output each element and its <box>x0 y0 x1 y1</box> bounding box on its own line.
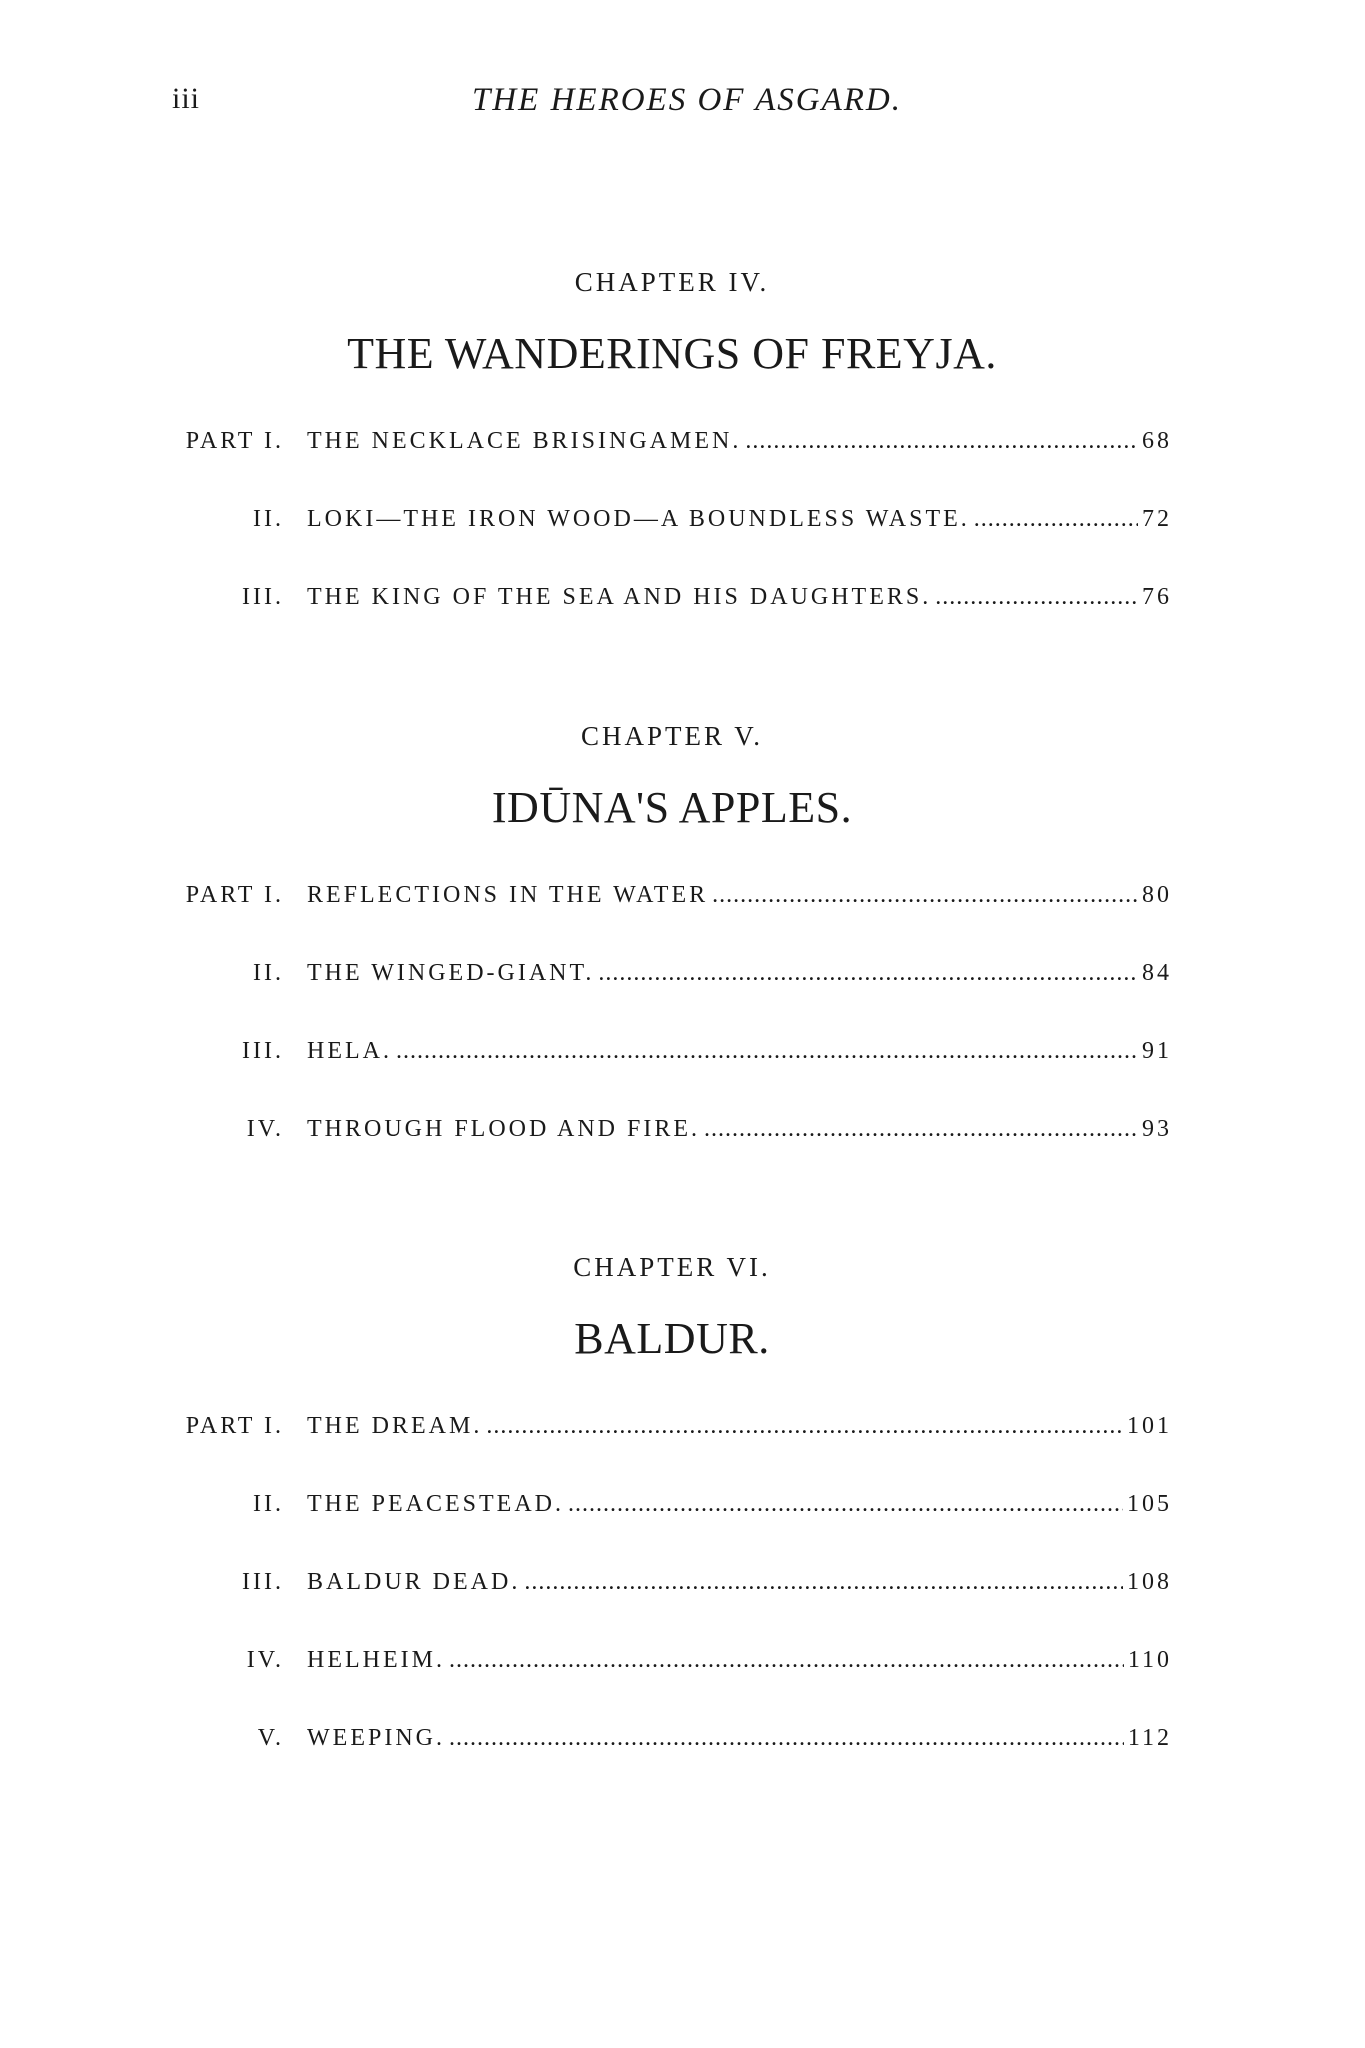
chapter-v <box>172 716 1172 1168</box>
toc-entry[interactable] <box>172 402 1172 480</box>
part-page-number: 110 <box>1127 1647 1172 1673</box>
part-number: II. <box>253 960 284 986</box>
chapter-vi <box>172 1247 1172 1777</box>
chapter-iv <box>172 262 1172 636</box>
toc-entry[interactable] <box>172 1621 1172 1699</box>
part-page-number: 72 <box>1142 506 1172 532</box>
part-number: PART I. <box>185 882 284 908</box>
dot-leader <box>486 1387 1123 1465</box>
dot-leader <box>396 1012 1138 1090</box>
part-title: REFLECTIONS IN THE WATER <box>307 882 709 908</box>
part-number: III. <box>242 1038 284 1064</box>
parts-list <box>172 856 1172 1168</box>
dot-leader <box>745 402 1138 480</box>
part-title: THE PEACESTEAD. <box>307 1491 564 1517</box>
dot-leader <box>598 934 1138 1012</box>
part-title: LOKI—THE IRON WOOD—A BOUNDLESS WASTE. <box>307 506 970 532</box>
part-page-number: 84 <box>1142 960 1172 986</box>
part-title: WEEPING. <box>307 1725 445 1751</box>
running-header <box>172 82 1172 122</box>
dot-leader <box>449 1699 1124 1777</box>
toc-entry[interactable] <box>172 1387 1172 1465</box>
toc-entry[interactable] <box>172 1543 1172 1621</box>
parts-list <box>172 1387 1172 1777</box>
dot-leader <box>568 1465 1123 1543</box>
part-page-number: 112 <box>1127 1725 1172 1751</box>
toc-entry[interactable] <box>172 558 1172 636</box>
toc-entry[interactable] <box>172 934 1172 1012</box>
part-title: BALDUR DEAD. <box>307 1569 521 1595</box>
part-title: THE NECKLACE BRISINGAMEN. <box>307 428 742 454</box>
part-page-number: 108 <box>1127 1569 1172 1595</box>
part-number: II. <box>253 1491 284 1517</box>
part-page-number: 105 <box>1127 1491 1172 1517</box>
part-page-number: 91 <box>1142 1038 1172 1064</box>
part-number: PART I. <box>185 1413 284 1439</box>
part-number: IV. <box>246 1116 284 1142</box>
part-number: III. <box>242 1569 284 1595</box>
part-page-number: 101 <box>1127 1413 1172 1439</box>
toc-entry[interactable] <box>172 856 1172 934</box>
part-page-number: 68 <box>1142 428 1172 454</box>
part-number: IV. <box>246 1647 284 1673</box>
toc-entry[interactable] <box>172 1090 1172 1168</box>
part-number: V. <box>257 1725 284 1751</box>
page-number: iii <box>172 82 201 115</box>
chapter-title: BALDUR. <box>574 1314 770 1363</box>
chapter-title: THE WANDERINGS OF FREYJA. <box>347 329 997 378</box>
dot-leader <box>524 1543 1123 1621</box>
chapter-title: IDŪNA'S APPLES. <box>491 783 853 832</box>
toc-entry[interactable] <box>172 1012 1172 1090</box>
parts-list <box>172 402 1172 636</box>
dot-leader <box>704 1090 1138 1168</box>
running-title: THE HEROES OF ASGARD. <box>471 82 902 118</box>
chapter-label: CHAPTER V. <box>580 721 764 751</box>
dot-leader <box>449 1621 1124 1699</box>
dot-leader <box>974 480 1138 558</box>
toc-entry[interactable] <box>172 480 1172 558</box>
part-page-number: 93 <box>1142 1116 1172 1142</box>
part-page-number: 80 <box>1142 882 1172 908</box>
part-title: HELHEIM. <box>307 1647 445 1673</box>
part-number: PART I. <box>185 428 284 454</box>
part-title: THROUGH FLOOD AND FIRE. <box>307 1116 701 1142</box>
part-number: III. <box>242 584 284 610</box>
part-number: II. <box>253 506 284 532</box>
toc-entry[interactable] <box>172 1699 1172 1777</box>
part-title: THE WINGED-GIANT. <box>307 960 595 986</box>
part-title: HELA. <box>307 1038 392 1064</box>
chapter-label: CHAPTER IV. <box>574 267 770 297</box>
toc-entry[interactable] <box>172 1465 1172 1543</box>
part-title: THE KING OF THE SEA AND HIS DAUGHTERS. <box>307 584 932 610</box>
dot-leader <box>935 558 1138 636</box>
chapter-label: CHAPTER VI. <box>573 1252 771 1282</box>
part-page-number: 76 <box>1142 584 1172 610</box>
dot-leader <box>712 856 1138 934</box>
part-title: THE DREAM. <box>307 1413 483 1439</box>
